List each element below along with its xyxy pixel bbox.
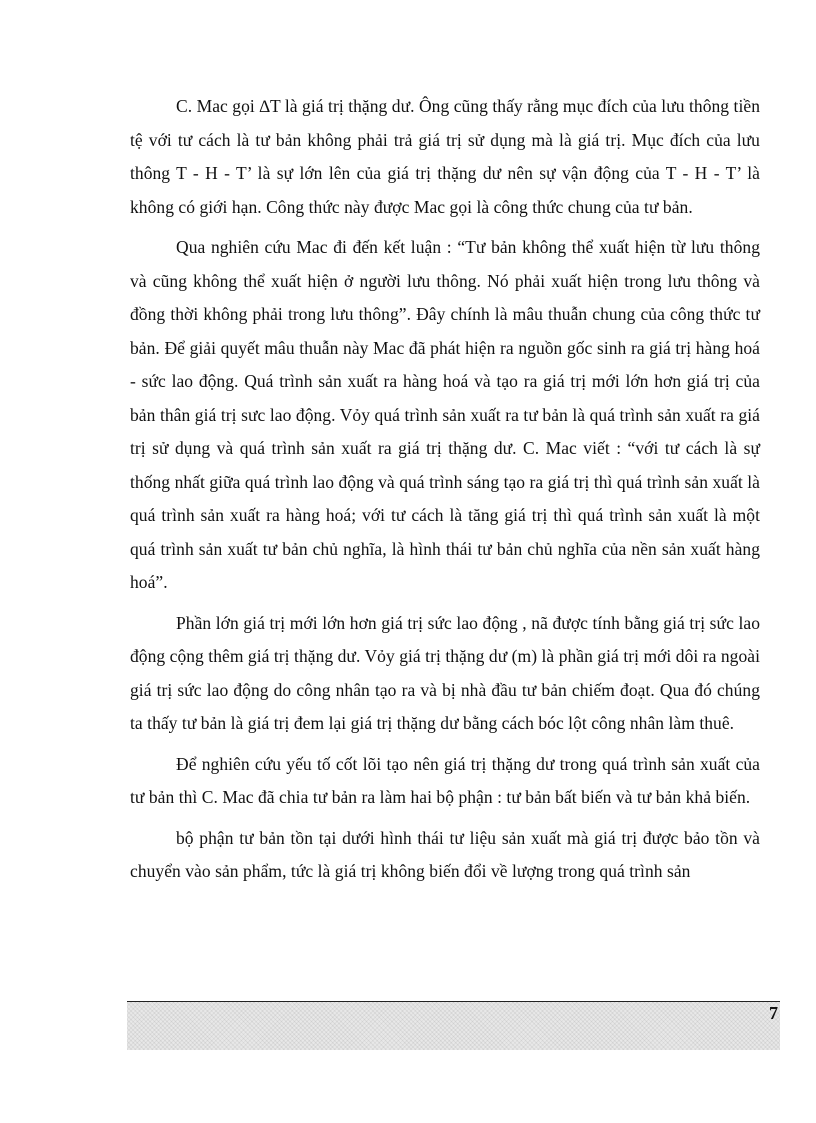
page-number: 7 [769,1003,778,1023]
paragraph-3: Phần lớn giá trị mới lớn hơn giá trị sức lao động , nã được tính bằng giá trị sức lao động cộng thêm giá trị thặng dư. Vỏy giá trị thặng dư (m) là phần giá trị mới dôi ra ngoài giá trị sức lao động do công nhân tạo ra và bị nhà đầu tư bản chiếm đoạt. Qua đó chúng ta thấy tư bản là giá trị đem lại giá trị thặng dư bằng cách bóc lột công nhân làm thuê. [130,612,760,733]
page-footer [127,1001,780,1050]
page-body [130,90,760,889]
paragraph-5: bộ phận tư bản tồn tại dưới hình thái tư liệu sản xuất mà giá trị được bảo tồn và chuyển vào sản phẩm, tức là giá trị không biến đổi về lượng trong quá trình sản [130,827,760,881]
paragraph-4: Để nghiên cứu yếu tố cốt lõi tạo nên giá trị thặng dư trong quá trình sản xuất của tư bản thì C. Mac đã chia tư bản ra làm hai bộ phận : tư bản bất biến và tư bản khả biến. [130,753,760,807]
paragraph-1: C. Mac gọi ∆T là giá trị thặng dư. Ông cũng thấy rằng mục đích của lưu thông tiền tệ với tư cách là tư bản không phải trả giá trị sử dụng mà là giá trị. Mục đích của lưu thông T - H - T’ là sự lớn lên của giá trị thặng dư nên sự vận động của T - H - T’ là không có giới hạn. Công thức này được Mac gọi là công thức chung của tư bản. [130,96,760,217]
paragraph-2: Qua nghiên cứu Mac đi đến kết luận : “Tư bản không thể xuất hiện từ lưu thông và cũng không thể xuất hiện ở người lưu thông. Nó phải xuất hiện trong lưu thông và đồng thời không phải trong lưu thông”. Đây chính là mâu thuẫn chung của công thức tư bản. Để giải quyết mâu thuẫn này Mac đã phát hiện ra nguồn gốc sinh ra giá trị hàng hoá - sức lao động. Quá trình sản xuất ra hàng hoá và tạo ra giá trị mới lớn hơn giá trị của bản thân giá trị sưc lao động. Vỏy quá trình sản xuất ra tư bản là quá trình sản xuất ra giá trị sử dụng và quá trình sản xuất ra giá trị thặng dư. C. Mac viết : “với tư cách là sự thống nhất giữa quá trình lao động và quá trình sáng tạo ra giá trị thì quá trình sản xuất là quá trình sản xuất ra hàng hoá; với tư cách là tăng giá trị thì quá trình sản xuất là một quá trình sản xuất tư bản chủ nghĩa, là hình thái tư bản chủ nghĩa của nền sản xuất hàng hoá”. [130,237,760,592]
